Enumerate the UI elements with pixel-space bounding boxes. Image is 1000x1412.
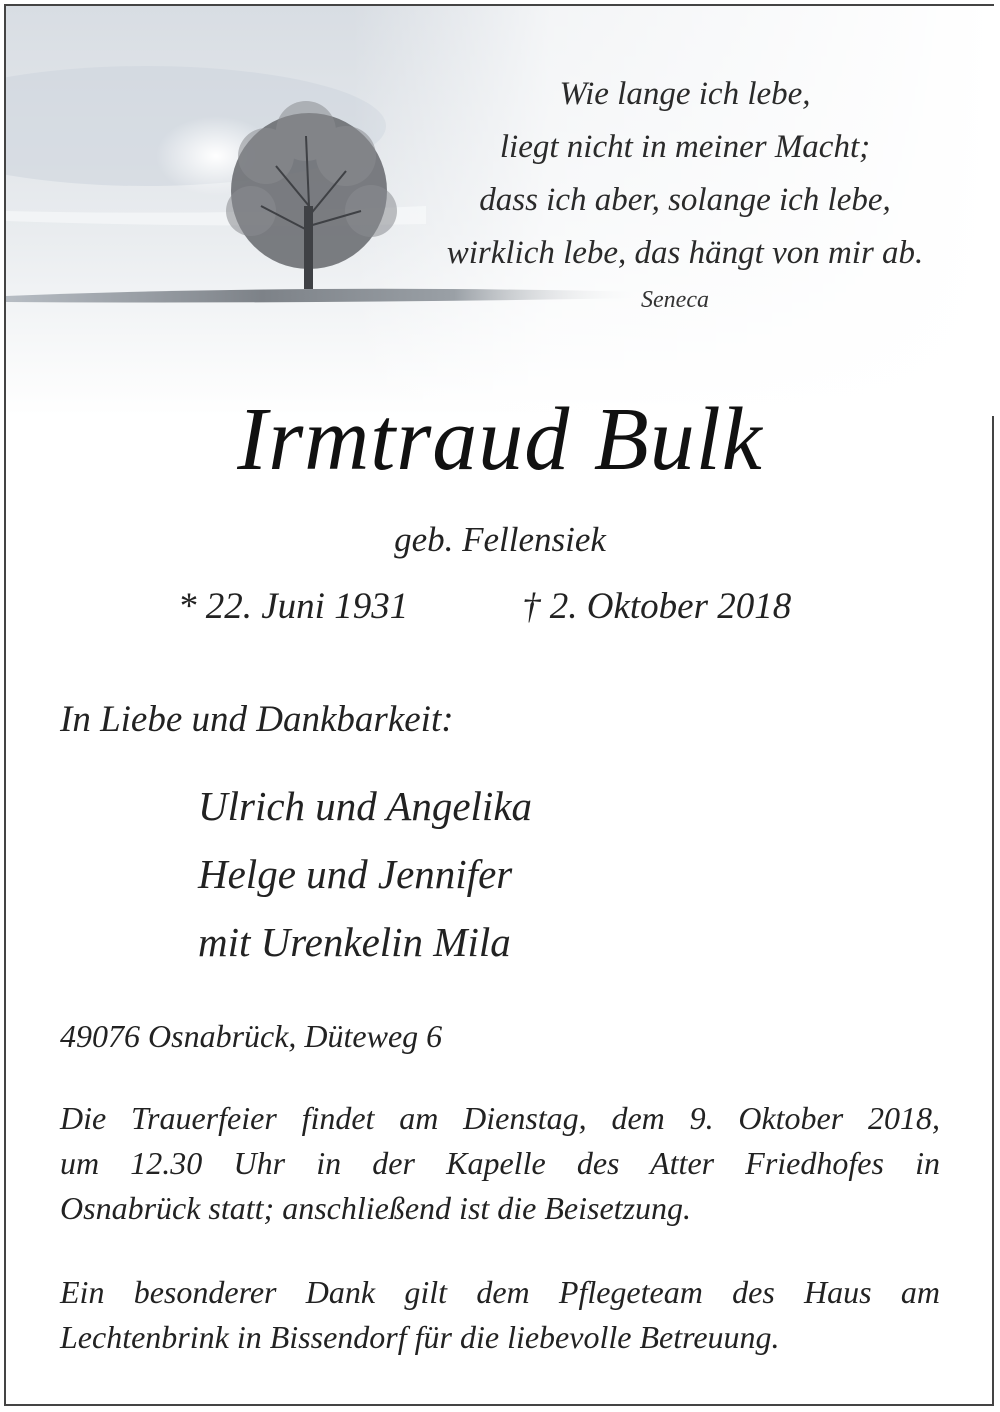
- quote-author: Seneca: [641, 287, 709, 313]
- deceased-name: Irmtraud Bulk: [237, 390, 763, 489]
- thanks-note: [60, 1270, 940, 1360]
- quote-line: dass ich aber, solange ich lebe,: [479, 182, 891, 218]
- mourner-name: Ulrich und Angelika: [198, 783, 533, 829]
- death-date: † 2. Oktober 2018: [522, 586, 792, 627]
- thanks-line: Lechtenbrink in Bissendorf für die liebevolle Betreuung.: [60, 1319, 780, 1355]
- quote: [400, 68, 970, 280]
- funeral-line: um 12.30 Uhr in der Kapelle des Atter Friedhofes in: [60, 1145, 940, 1181]
- mourners-list: [198, 772, 532, 976]
- address: 49076 Osnabrück, Düteweg 6: [60, 1018, 443, 1054]
- quote-line: Wie lange ich lebe,: [559, 76, 811, 112]
- mourners-intro: In Liebe und Dankbarkeit:: [60, 699, 454, 740]
- quote-line: liegt nicht in meiner Macht;: [499, 129, 871, 165]
- thanks-line: Ein besonderer Dank gilt dem Pflegeteam des Haus am: [60, 1274, 940, 1310]
- maiden-name: geb. Fellensiek: [394, 520, 606, 559]
- birth-date: * 22. Juni 1931: [178, 586, 409, 627]
- mourner-name: Helge und Jennifer: [198, 851, 513, 897]
- funeral-line: Die Trauerfeier findet am Dienstag, dem 9. Oktober 2018,: [60, 1100, 940, 1136]
- mourner-name: mit Urenkelin Mila: [198, 919, 511, 965]
- quote-line: wirklich lebe, das hängt von mir ab.: [446, 235, 924, 271]
- funeral-info: [60, 1096, 940, 1231]
- funeral-line: Osnabrück statt; anschließend ist die Beisetzung.: [60, 1190, 692, 1226]
